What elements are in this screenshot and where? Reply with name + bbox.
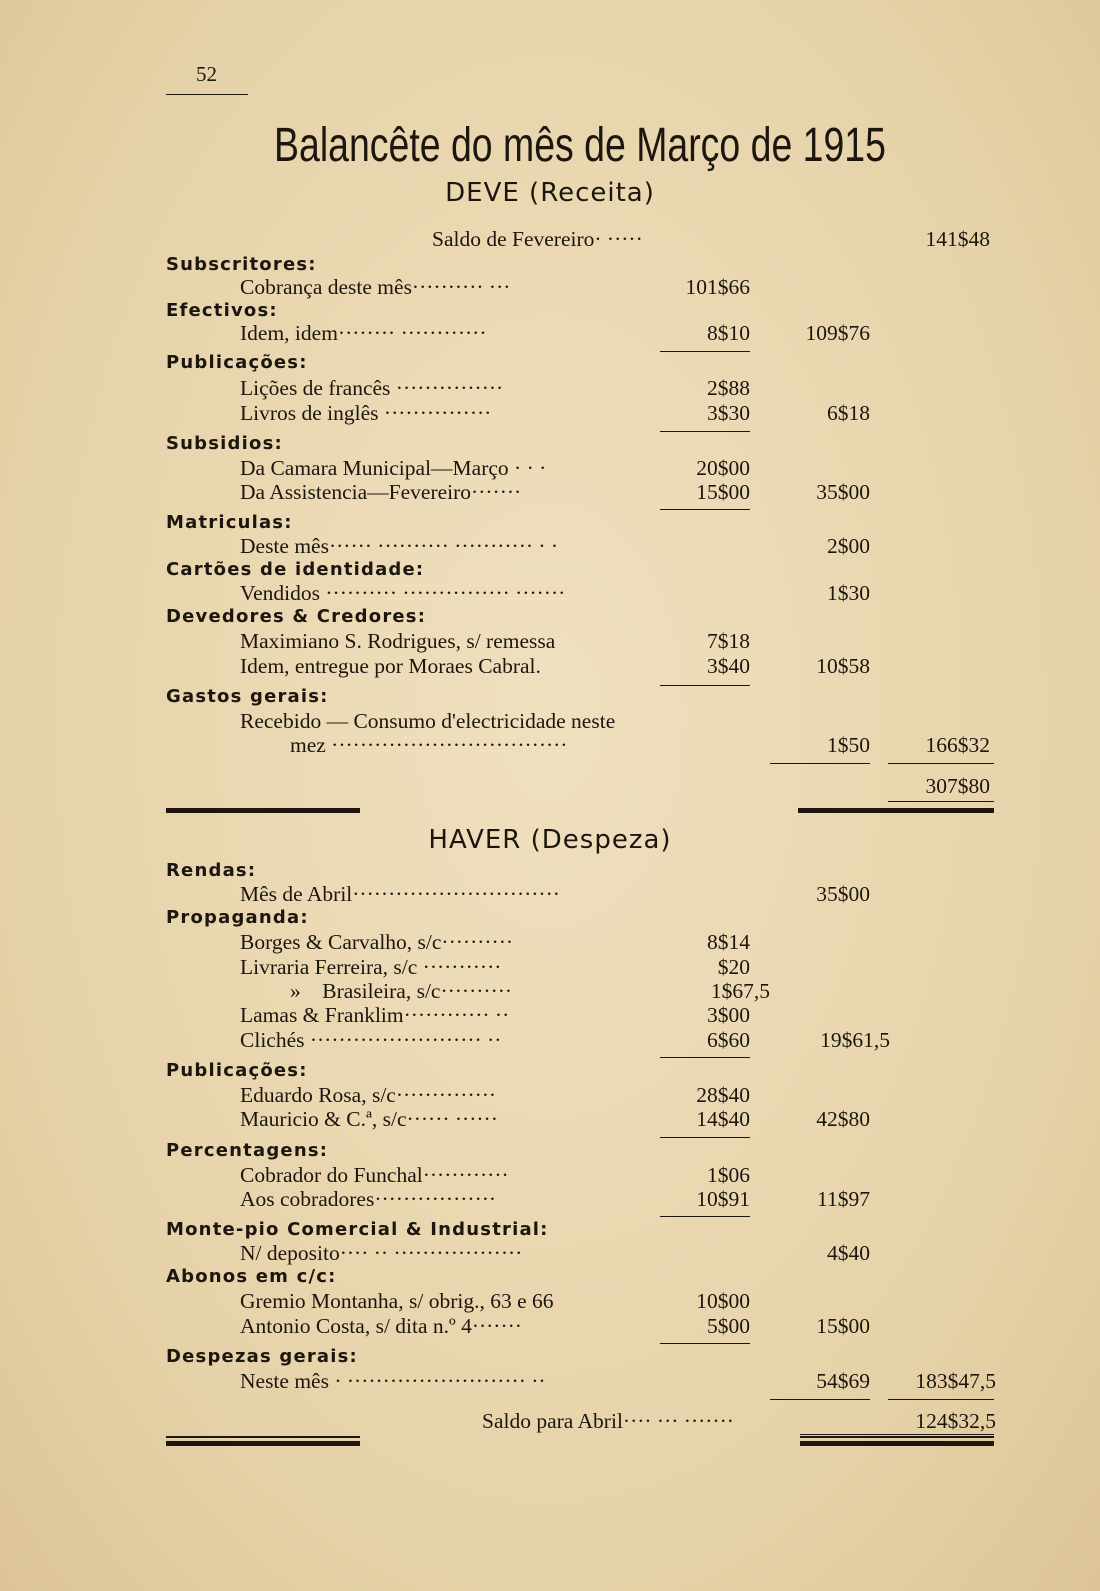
entry-subtotal: 11$97 [817,1187,870,1211]
entry-subtotal: 15$00 [816,1314,870,1338]
entry-amount: 15$00 [696,480,750,504]
entry-amount: 7$18 [707,629,750,653]
category-despezas: Despezas gerais: [166,1346,358,1367]
entry-label: Antonio Costa, s/ dita n.º 4······· [240,1314,522,1338]
category-subsidios: Subsidios: [166,433,283,454]
category-montepio: Monte-pio Comercial & Industrial: [166,1219,549,1240]
closing-balance-total: 124$32,5 [915,1409,996,1433]
deve-heading: DEVE (Receita) [445,178,655,208]
entry-label: » Brasileira, s/c·········· [290,979,513,1003]
deve-opening-total: 141$48 [925,227,990,251]
entry-label: Recebido — Consumo d'electricidade neste [240,709,616,733]
total-rule [888,1399,994,1400]
entry-amount: 1$06 [707,1163,750,1187]
page-number-rule [166,94,248,95]
closing-balance-label: Saldo para Abril···· ··· ······· [482,1409,734,1433]
deve-opening-label: Saldo de Fevereiro· ····· [432,227,643,251]
entry-label: Deste mês······ ·········· ··········· · · [240,534,559,558]
entry-label: N/ deposito···· ·· ·················· [240,1241,523,1265]
page-number: 52 [196,62,217,86]
ledger-row [0,479,1100,505]
entry-amount: 10$00 [696,1289,750,1313]
entry-subtotal: 35$00 [816,480,870,504]
page-title: Balancête do mês de Março de 1915 [274,119,886,172]
ledger-row [0,1027,1100,1053]
entry-label: Maximiano S. Rodrigues, s/ remessa [240,629,556,653]
ledger-row [0,1240,1100,1266]
category-abonos: Abonos em c/c: [166,1266,337,1287]
entry-label: Da Camara Municipal—Março · · · [240,456,547,480]
entry-amount: 14$40 [696,1107,750,1131]
entry-subtotal: 1$30 [827,581,870,605]
entry-label: Livros de inglês ··············· [240,401,492,425]
haver-heading: HAVER (Despeza) [428,825,672,855]
entry-label: Lições de francês ··············· [240,376,504,400]
entry-amount: 28$40 [696,1083,750,1107]
ledger-row [0,274,1100,300]
entry-amount: 10$91 [696,1187,750,1211]
category-efectivos: Efectivos: [166,300,278,321]
entry-label: Neste mês · ························· ·· [240,1369,546,1393]
ledger-row [0,320,1100,346]
category-cartoes: Cartões de identidade: [166,559,425,580]
category-gastos: Gastos gerais: [166,686,329,707]
closing-double-rule [166,1441,360,1446]
ledger-row [0,1368,1100,1394]
closing-balance-rule [800,1434,994,1435]
total-rule [770,763,870,764]
ledger-row [0,1288,1100,1314]
entry-amount: 2$88 [707,376,750,400]
entry-label: Cobrança deste mês·········· ··· [240,275,511,299]
ledger-row [0,653,1100,679]
ledger-row [0,1002,1100,1028]
entry-amount: 8$10 [707,321,750,345]
entry-amount: 3$40 [707,654,750,678]
entry-subtotal: 4$40 [827,1241,870,1265]
entry-amount: 101$66 [685,275,750,299]
ledger-row [0,954,1100,980]
category-percentagens: Percentagens: [166,1140,329,1161]
entry-subtotal: 54$69 [816,1369,870,1393]
ledger-row [0,628,1100,654]
entry-label: Aos cobradores················· [240,1187,497,1211]
closing-double-rule [800,1436,994,1438]
entry-amount: 1$67,5 [710,979,770,1003]
entry-subtotal: 109$76 [805,321,870,345]
entry-total: 166$32 [925,733,990,757]
entry-label: Cobrador do Funchal············ [240,1163,509,1187]
entry-label: Mauricio & C.ª, s/c······ ······ [240,1107,498,1131]
ledger-row [0,978,1100,1004]
ledger-row [0,400,1100,426]
ledger-row [0,708,1100,734]
entry-label: Vendidos ·········· ··············· ······· [240,581,566,605]
closing-double-rule [800,1441,994,1446]
category-rendas: Rendas: [166,860,257,881]
category-propaganda: Propaganda: [166,907,309,928]
entry-label: Idem, entregue por Moraes Cabral. [240,654,541,678]
ledger-row [0,375,1100,401]
grand-total-row [0,773,1100,799]
ledger-row [0,1082,1100,1108]
category-publicacoes: Publicações: [166,352,308,373]
entry-label: Lamas & Franklim············ ·· [240,1003,510,1027]
deve-opening-row [0,226,1100,252]
entry-label: Livraria Ferreira, s/c ··········· [240,955,502,979]
entry-amount: 20$00 [696,456,750,480]
closing-double-rule [166,1436,360,1438]
entry-label: Da Assistencia—Fevereiro······· [240,480,522,504]
category-matriculas: Matriculas: [166,512,293,533]
ledger-row [0,580,1100,606]
entry-subtotal: 1$50 [827,733,870,757]
entry-subtotal: 6$18 [827,401,870,425]
ledger-row [0,455,1100,481]
entry-label: Gremio Montanha, s/ obrig., 63 e 66 [240,1289,554,1313]
total-rule [770,1399,870,1400]
ledger-row [0,1162,1100,1188]
ledger-row [0,732,1100,758]
category-devedores: Devedores & Credores: [166,606,427,627]
ledger-row [0,533,1100,559]
entry-label: Mês de Abril····························· [240,882,560,906]
grand-total: 307$80 [925,774,990,798]
entry-amount: 5$00 [707,1314,750,1338]
total-rule [888,763,994,764]
entry-total: 183$47,5 [915,1369,996,1393]
grand-total-rule [888,801,994,802]
entry-subtotal: 42$80 [816,1107,870,1131]
category-subscritores: Subscritores: [166,254,317,275]
entry-label: Borges & Carvalho, s/c·········· [240,930,514,954]
entry-amount: 3$00 [707,1003,750,1027]
ledger-row [0,929,1100,955]
ledger-row [0,881,1100,907]
entry-label: Clichés ························ ·· [240,1028,502,1052]
ledger-row [0,1186,1100,1212]
ledger-row [0,1106,1100,1132]
closing-balance-row [0,1408,1100,1434]
entry-subtotal: 2$00 [827,534,870,558]
entry-amount: 8$14 [707,930,750,954]
category-publicacoes: Publicações: [166,1060,308,1081]
entry-label: mez ································· [290,733,568,757]
entry-subtotal: 19$61,5 [820,1028,890,1052]
section-divider [798,808,994,813]
entry-subtotal: 35$00 [816,882,870,906]
entry-amount: $20 [717,955,750,979]
entry-amount: 3$30 [707,401,750,425]
entry-label: Eduardo Rosa, s/c·············· [240,1083,497,1107]
entry-amount: 6$60 [707,1028,750,1052]
section-divider [166,808,360,813]
entry-subtotal: 10$58 [816,654,870,678]
entry-label: Idem, idem········ ············ [240,321,487,345]
ledger-row [0,1313,1100,1339]
